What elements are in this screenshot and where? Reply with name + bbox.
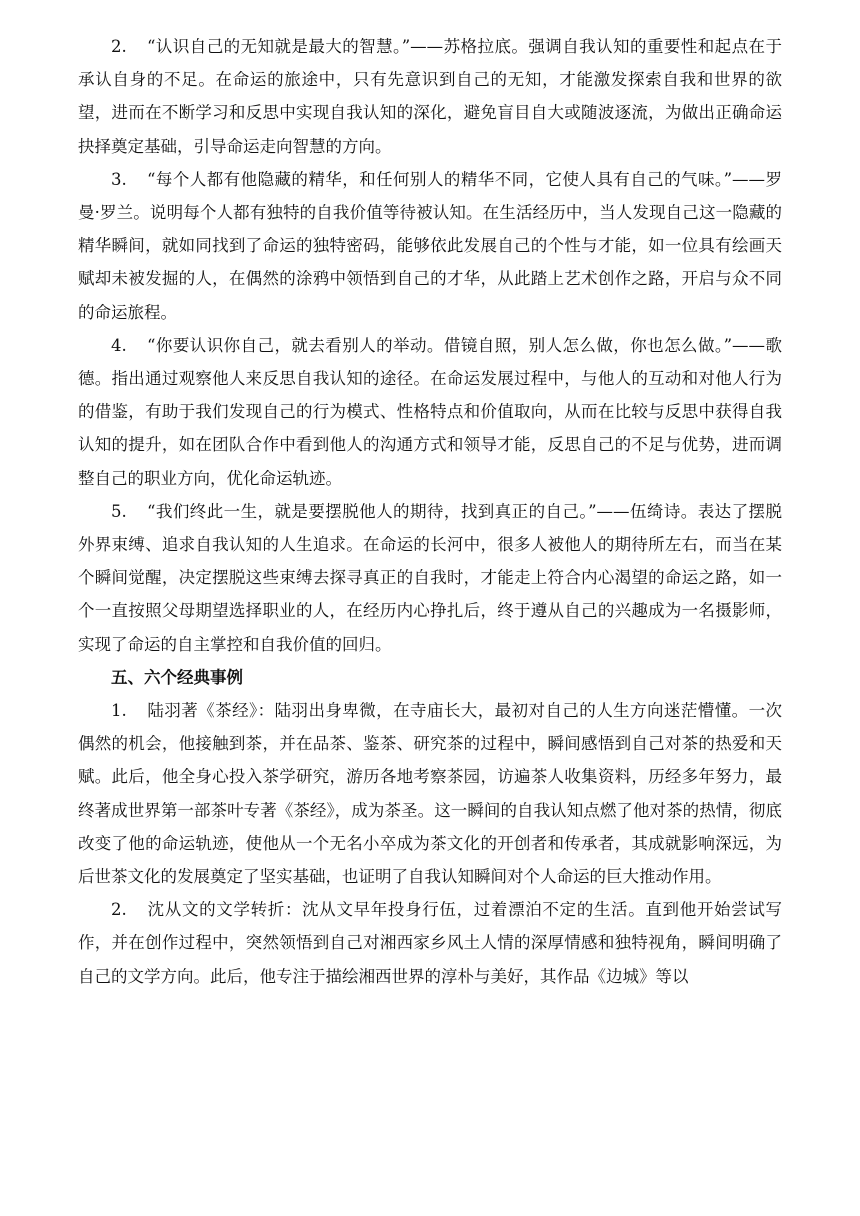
quote-paragraph-3 bbox=[78, 163, 782, 329]
item-number: 1. bbox=[111, 701, 127, 721]
item-number: 3. bbox=[111, 169, 127, 189]
section-heading: 五、六个经典事例 bbox=[111, 667, 243, 687]
document-page bbox=[78, 30, 782, 993]
paragraph-text: 沈从文的文学转折：沈从文早年投身行伍，过着漂泊不定的生活。直到他开始尝试写作，并在创作过程中，突然领悟到自己对湘西家乡风土人情的深厚情感和独特视角，瞬间明确了自己的文学方向。此后，他专注于描绘湘西世界的淳朴与美好，其作品《边城》等以 bbox=[78, 900, 782, 986]
item-number: 2. bbox=[111, 37, 127, 56]
paragraph-text: “你要认识你自己，就去看别人的举动。借镜自照，别人怎么做，你也怎么做。”——歌德。指出通过观察他人来反思自我认知的途径。在命运发展过程中，与他人的互动和对他人行为的借鉴，有助于我们发现自己的行为模式、性格特点和价值取向，从而在比较与反思中获得自我认知的提升，如在团队合作中看到他人的沟通方式和领导才能，反思自己的不足与优势，进而调整自己的职业方向，优化命运轨迹。 bbox=[78, 335, 782, 488]
case-paragraph-1 bbox=[78, 694, 782, 893]
paragraph-text: “认识自己的无知就是最大的智慧。”——苏格拉底。强调自我认知的重要性和起点在于承认自身的不足。在命运的旅途中，只有先意识到自己的无知，才能激发探索自我和世界的欲望，进而在不断学习和反思中实现自我认知的深化，避免盲目自大或随波逐流，为做出正确命运抉择奠定基础，引导命运走向智慧的方向。 bbox=[78, 37, 782, 156]
item-number: 4. bbox=[111, 335, 127, 355]
paragraph-text: 陆羽著《茶经》：陆羽出身卑微，在寺庙长大，最初对自己的人生方向迷茫懵懂。一次偶然的机会，他接触到茶，并在品茶、鉴茶、研究茶的过程中，瞬间感悟到自己对茶的热爱和天赋。此后，他全身心投入茶学研究，游历各地考察茶园，访遍茶人收集资料，历经多年努力，最终著成世界第一部茶叶专著《茶经》，成为茶圣。这一瞬间的自我认知点燃了他对茶的热情，彻底改变了他的命运轨迹，使他从一个无名小卒成为茶文化的开创者和传承者，其成就影响深远，为后世茶文化的发展奠定了坚实基础，也证明了自我认知瞬间对个人命运的巨大推动作用。 bbox=[78, 701, 782, 887]
case-paragraph-2 bbox=[78, 893, 782, 993]
paragraph-text: “我们终此一生，就是要摆脱他人的期待，找到真正的自己。”——伍绮诗。表达了摆脱外界束缚、追求自我认知的人生追求。在命运的长河中，很多人被他人的期待所左右，而当在某个瞬间觉醒，决定摆脱这些束缚去探寻真正的自我时，才能走上符合内心渴望的命运之路，如一个一直按照父母期望选择职业的人，在经历内心挣扎后，终于遵从自己的兴趣成为一名摄影师，实现了命运的自主掌控和自我价值的回归。 bbox=[78, 501, 782, 654]
quote-paragraph-4 bbox=[78, 329, 782, 495]
paragraph-text: “每个人都有他隐藏的精华，和任何别人的精华不同，它使人具有自己的气味。”——罗曼·罗兰。说明每个人都有独特的自我价值等待被认知。在生活经历中，当人发现自己这一隐藏的精华瞬间，就如同找到了命运的独特密码，能够依此发展自己的个性与才能，如一位具有绘画天赋却未被发掘的人，在偶然的涂鸦中领悟到自己的才华，从此踏上艺术创作之路，开启与众不同的命运旅程。 bbox=[78, 169, 782, 322]
quote-paragraph-2 bbox=[78, 30, 782, 163]
item-number: 5. bbox=[111, 501, 127, 521]
quote-paragraph-5 bbox=[78, 495, 782, 661]
item-number: 2. bbox=[111, 900, 127, 920]
